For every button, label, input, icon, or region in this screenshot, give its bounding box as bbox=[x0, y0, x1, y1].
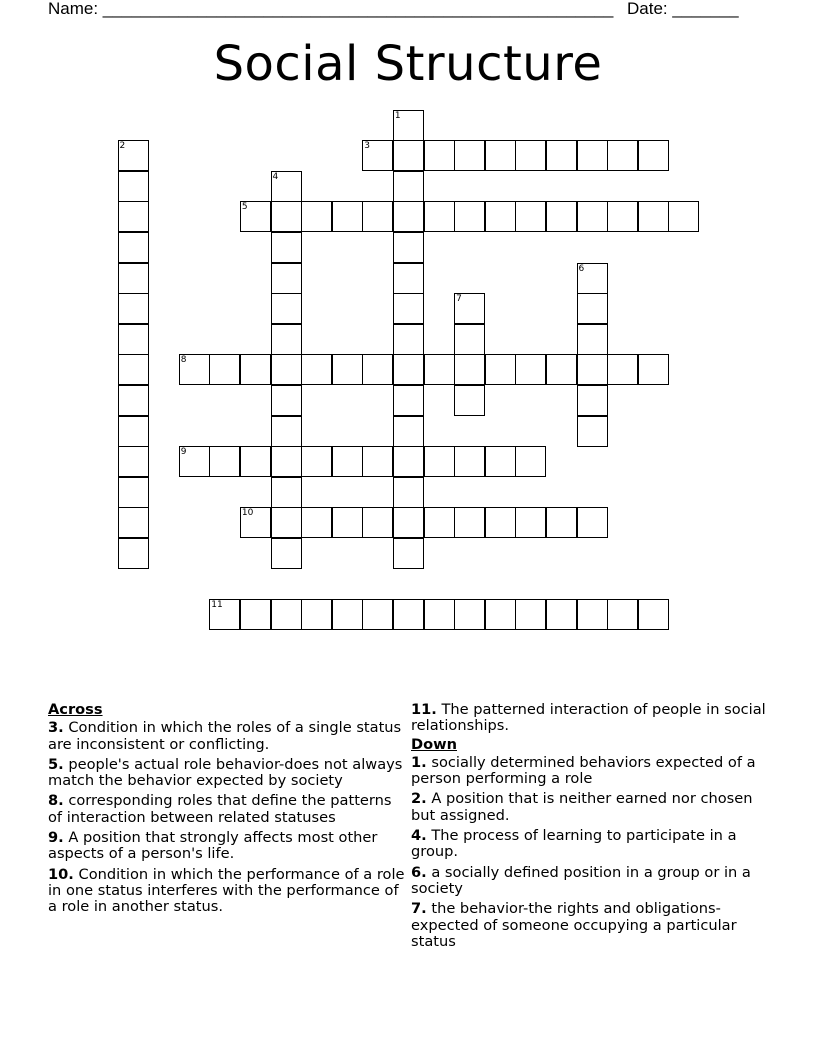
crossword-cell[interactable] bbox=[271, 232, 302, 263]
crossword-cell[interactable] bbox=[454, 201, 485, 232]
crossword-cell[interactable] bbox=[301, 507, 332, 538]
crossword-cell[interactable] bbox=[393, 599, 424, 630]
crossword-cell[interactable] bbox=[668, 201, 699, 232]
crossword-cell[interactable] bbox=[577, 263, 608, 294]
crossword-cell[interactable] bbox=[332, 599, 363, 630]
crossword-cell[interactable] bbox=[271, 599, 302, 630]
crossword-cell[interactable] bbox=[424, 201, 455, 232]
crossword-cell[interactable] bbox=[393, 201, 424, 232]
crossword-cell[interactable] bbox=[638, 599, 669, 630]
crossword-cell[interactable] bbox=[362, 354, 393, 385]
crossword-cell[interactable] bbox=[607, 140, 638, 171]
crossword-cell[interactable] bbox=[607, 354, 638, 385]
crossword-cell[interactable] bbox=[424, 599, 455, 630]
crossword-cell[interactable] bbox=[393, 446, 424, 477]
crossword-cell[interactable] bbox=[118, 232, 149, 263]
crossword-cell[interactable] bbox=[393, 385, 424, 416]
crossword-cell[interactable] bbox=[515, 507, 546, 538]
crossword-cell[interactable] bbox=[271, 171, 302, 202]
crossword-cell[interactable] bbox=[271, 507, 302, 538]
clue-across-9: 9. A position that strongly affects most other aspects of a person's life. bbox=[48, 829, 378, 863]
clue-number: 2 bbox=[119, 141, 126, 152]
crossword-cell[interactable] bbox=[209, 446, 240, 477]
clue-down-4: 4. The process of learning to participate in a group. bbox=[411, 827, 737, 861]
crossword-cell[interactable] bbox=[515, 599, 546, 630]
crossword-cell[interactable] bbox=[301, 446, 332, 477]
crossword-cell[interactable] bbox=[577, 140, 608, 171]
crossword-cell[interactable] bbox=[118, 477, 149, 508]
crossword-cell[interactable] bbox=[393, 507, 424, 538]
crossword-cell[interactable] bbox=[515, 140, 546, 171]
crossword-cell[interactable] bbox=[240, 354, 271, 385]
crossword-cell[interactable] bbox=[362, 446, 393, 477]
crossword-cell[interactable] bbox=[301, 599, 332, 630]
crossword-cell[interactable] bbox=[118, 446, 149, 477]
crossword-cell[interactable] bbox=[179, 354, 210, 385]
crossword-cell[interactable] bbox=[393, 538, 424, 569]
crossword-cell[interactable] bbox=[271, 324, 302, 355]
crossword-cell[interactable] bbox=[424, 140, 455, 171]
crossword-cell[interactable] bbox=[424, 354, 455, 385]
crossword-cell[interactable] bbox=[118, 293, 149, 324]
crossword-cell[interactable] bbox=[118, 140, 149, 171]
crossword-cell[interactable] bbox=[240, 201, 271, 232]
crossword-cell[interactable] bbox=[362, 507, 393, 538]
crossword-cell[interactable] bbox=[332, 507, 363, 538]
crossword-cell[interactable] bbox=[301, 201, 332, 232]
crossword-cell[interactable] bbox=[362, 140, 393, 171]
crossword-cell[interactable] bbox=[393, 263, 424, 294]
crossword-cell[interactable] bbox=[118, 201, 149, 232]
clue-across-8: 8. corresponding roles that define the patterns of interaction between related statuses bbox=[48, 792, 392, 826]
crossword-cell[interactable] bbox=[393, 110, 424, 141]
crossword-cell[interactable] bbox=[515, 201, 546, 232]
crossword-cell[interactable] bbox=[577, 507, 608, 538]
crossword-cell[interactable] bbox=[485, 599, 516, 630]
crossword-cell[interactable] bbox=[362, 599, 393, 630]
crossword-cell[interactable] bbox=[240, 599, 271, 630]
crossword-cell[interactable] bbox=[546, 507, 577, 538]
clue-down-6: 6. a socially defined position in a group or in a society bbox=[411, 863, 751, 897]
crossword-cell[interactable] bbox=[393, 477, 424, 508]
crossword-cell[interactable] bbox=[393, 140, 424, 171]
crossword-cell[interactable] bbox=[118, 385, 149, 416]
clue-number: 6 bbox=[578, 263, 585, 274]
clues-right-column bbox=[411, 700, 771, 950]
crossword-cell[interactable] bbox=[577, 416, 608, 447]
crossword-cell[interactable] bbox=[332, 201, 363, 232]
crossword-cell[interactable] bbox=[577, 354, 608, 385]
crossword-cell[interactable] bbox=[485, 446, 516, 477]
crossword-cell[interactable] bbox=[362, 201, 393, 232]
crossword-cell[interactable] bbox=[638, 201, 669, 232]
crossword-cell[interactable] bbox=[118, 171, 149, 202]
clue-down-1: 1. socially determined behaviors expected of a person performing a role bbox=[411, 753, 756, 788]
crossword-cell[interactable] bbox=[332, 354, 363, 385]
crossword-cell[interactable] bbox=[271, 293, 302, 324]
crossword-cell[interactable] bbox=[393, 416, 424, 447]
clue-across-5: 5. people's actual role behavior-does not always match the behavior expected by society bbox=[48, 755, 403, 790]
crossword-cell[interactable] bbox=[454, 140, 485, 171]
clue-number: 4 bbox=[272, 171, 279, 182]
crossword-cell[interactable] bbox=[577, 599, 608, 630]
crossword-cell[interactable] bbox=[454, 446, 485, 477]
crossword-cell[interactable] bbox=[424, 507, 455, 538]
crossword-cell[interactable] bbox=[546, 140, 577, 171]
clue-number: 3 bbox=[364, 141, 371, 152]
crossword-cell[interactable] bbox=[485, 354, 516, 385]
down-heading: Down bbox=[411, 735, 458, 753]
clue-number: 9 bbox=[180, 447, 187, 458]
clue-down-7: 7. the behavior-the rights and obligations-expected of someone occupying a particular status bbox=[411, 900, 737, 950]
crossword-cell[interactable] bbox=[301, 354, 332, 385]
crossword-cell[interactable] bbox=[607, 599, 638, 630]
crossword-cell[interactable] bbox=[271, 538, 302, 569]
clue-across-10: 10. Condition in which the performance of a role in one status interferes with the performance of a role in another status. bbox=[48, 865, 405, 916]
crossword-cell[interactable] bbox=[271, 201, 302, 232]
crossword-cell[interactable] bbox=[118, 263, 149, 294]
crossword-cell[interactable] bbox=[607, 201, 638, 232]
crossword-cell[interactable] bbox=[118, 354, 149, 385]
crossword-cell[interactable] bbox=[546, 599, 577, 630]
crossword-cell[interactable] bbox=[638, 140, 669, 171]
crossword-cell[interactable] bbox=[240, 507, 271, 538]
crossword-cell[interactable] bbox=[638, 354, 669, 385]
crossword-cell[interactable] bbox=[454, 507, 485, 538]
across-heading: Across bbox=[48, 701, 103, 718]
crossword-cell[interactable] bbox=[577, 385, 608, 416]
clue-across-11: 11. The patterned interaction of people in social relationships. bbox=[411, 701, 766, 735]
crossword-cell[interactable] bbox=[577, 201, 608, 232]
crossword-cell[interactable] bbox=[424, 446, 455, 477]
clue-number: 10 bbox=[241, 508, 254, 519]
crossword-cell[interactable] bbox=[332, 446, 363, 477]
crossword-cell[interactable] bbox=[209, 599, 240, 630]
clue-across-3: 3. Condition in which the roles of a single status are inconsistent or conflicting. bbox=[48, 719, 402, 753]
crossword-cell[interactable] bbox=[454, 385, 485, 416]
crossword-cell[interactable] bbox=[485, 507, 516, 538]
crossword-cell[interactable] bbox=[577, 324, 608, 355]
crossword-cell[interactable] bbox=[515, 354, 546, 385]
crossword-cell[interactable] bbox=[118, 538, 149, 569]
crossword-cell[interactable] bbox=[485, 140, 516, 171]
crossword-cell[interactable] bbox=[577, 293, 608, 324]
crossword-cell[interactable] bbox=[546, 201, 577, 232]
crossword-cell[interactable] bbox=[393, 232, 424, 263]
crossword-cell[interactable] bbox=[179, 446, 210, 477]
clue-number: 5 bbox=[241, 202, 248, 213]
crossword-cell[interactable] bbox=[485, 201, 516, 232]
name-field-label: Name: ______________________________________________________ bbox=[48, 0, 614, 18]
crossword-cell[interactable] bbox=[454, 324, 485, 355]
crossword-cell[interactable] bbox=[393, 324, 424, 355]
clue-number: 1 bbox=[394, 110, 401, 121]
crossword-cell[interactable] bbox=[271, 354, 302, 385]
crossword-cell[interactable] bbox=[240, 446, 271, 477]
crossword-cell[interactable] bbox=[393, 171, 424, 202]
clue-down-2: 2. A position that is neither earned nor chosen but assigned. bbox=[411, 790, 753, 824]
crossword-cell[interactable] bbox=[209, 354, 240, 385]
crossword-cell[interactable] bbox=[118, 416, 149, 447]
crossword-cell[interactable] bbox=[271, 446, 302, 477]
crossword-cell[interactable] bbox=[515, 446, 546, 477]
crossword-cell[interactable] bbox=[454, 354, 485, 385]
crossword-cell[interactable] bbox=[271, 416, 302, 447]
date-field-label: Date: _______ bbox=[627, 0, 739, 18]
clue-number: 7 bbox=[456, 294, 462, 305]
crossword-cell[interactable] bbox=[271, 477, 302, 508]
crossword-cell[interactable] bbox=[393, 354, 424, 385]
crossword-cell[interactable] bbox=[271, 263, 302, 294]
page-title: Social Structure bbox=[213, 36, 603, 92]
crossword-cell[interactable] bbox=[118, 324, 149, 355]
crossword-cell[interactable] bbox=[393, 293, 424, 324]
crossword-cell[interactable] bbox=[546, 354, 577, 385]
crossword-cell[interactable] bbox=[118, 507, 149, 538]
crossword-cell[interactable] bbox=[271, 385, 302, 416]
clue-number: 11 bbox=[211, 600, 223, 611]
crossword-cell[interactable] bbox=[454, 599, 485, 630]
clue-number: 8 bbox=[180, 355, 187, 366]
clues-left-column bbox=[48, 700, 408, 916]
crossword-cell[interactable] bbox=[454, 293, 485, 324]
